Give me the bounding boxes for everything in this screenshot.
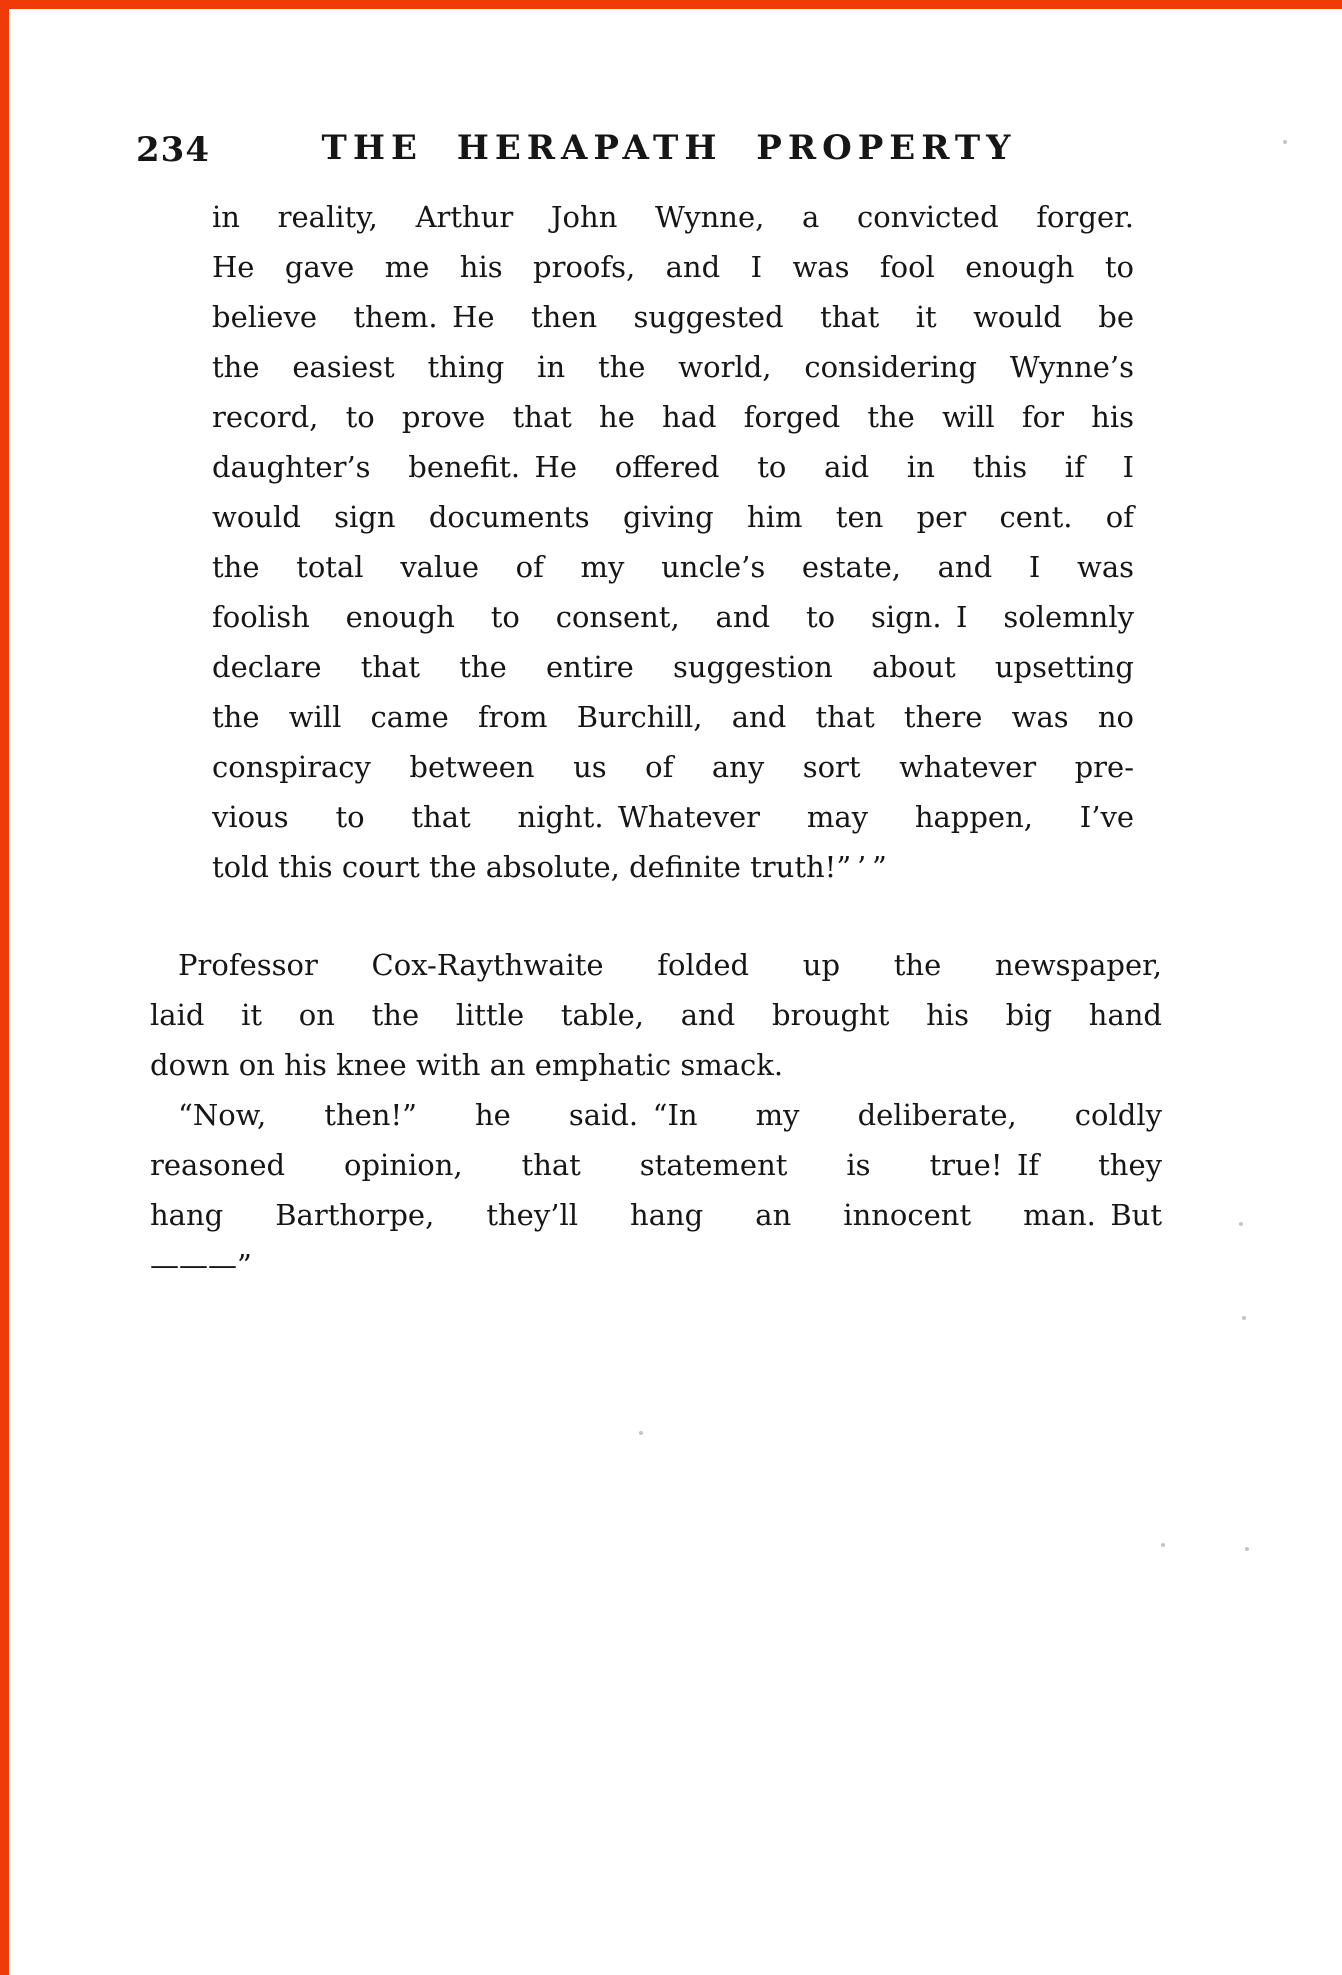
- text-line: ———”: [150, 1248, 252, 1282]
- text-line: laid it on the little table, and brought his big hand: [150, 998, 1162, 1032]
- text-line: declare that the entire suggestion about upsetting: [212, 650, 1134, 684]
- scan-edge-top: [0, 0, 1342, 9]
- scan-speck: [1245, 1547, 1249, 1551]
- text-line: the total value of my uncle’s estate, and I was: [212, 550, 1134, 584]
- text-column: [136, 128, 1162, 1290]
- text-line: record, to prove that he had forged the will for his: [212, 400, 1134, 434]
- text-line: in reality, Arthur John Wynne, a convicted forger.: [212, 200, 1134, 234]
- running-title: THE HERAPATH PROPERTY: [321, 128, 1017, 168]
- scan-speck: [639, 1431, 643, 1435]
- scan-edge-left: [0, 0, 9, 1975]
- quoted-statement: [212, 192, 1134, 892]
- text-line: would sign documents giving him ten per cent. of: [212, 500, 1134, 534]
- text-line: vious to that night. Whatever may happen, I’ve: [212, 800, 1134, 834]
- text-line: “Now, then!” he said. “In my deliberate, coldly: [178, 1098, 1162, 1132]
- text-line: reasoned opinion, that statement is true! If they: [150, 1148, 1162, 1182]
- scan-speck: [1283, 140, 1287, 144]
- text-line: conspiracy between us of any sort whatever pre-: [212, 750, 1134, 784]
- narrative-paragraph: [150, 940, 1162, 1090]
- text-line: Professor Cox-Raythwaite folded up the newspaper,: [178, 948, 1162, 982]
- text-line: He gave me his proofs, and I was fool enough to: [212, 250, 1134, 284]
- scan-speck: [1161, 1543, 1165, 1547]
- scan-speck: [1242, 1316, 1246, 1320]
- text-line: believe them. He then suggested that it would be: [212, 300, 1134, 334]
- text-line: the easiest thing in the world, considering Wynne’s: [212, 350, 1134, 384]
- page-number: 234: [136, 130, 210, 170]
- dialogue-paragraph: [150, 1090, 1162, 1290]
- text-line: hang Barthorpe, they’ll hang an innocent man. But: [150, 1198, 1162, 1232]
- text-line: daughter’s benefit. He offered to aid in this if I: [212, 450, 1134, 484]
- text-line: down on his knee with an emphatic smack.: [150, 1048, 784, 1082]
- text-line: foolish enough to consent, and to sign. I solemnly: [212, 600, 1134, 634]
- text-line: told this court the absolute, definite truth!” ’ ”: [212, 850, 887, 884]
- scan-speck: [1239, 1222, 1243, 1226]
- text-line: the will came from Burchill, and that there was no: [212, 700, 1134, 734]
- page-header: [136, 128, 1162, 184]
